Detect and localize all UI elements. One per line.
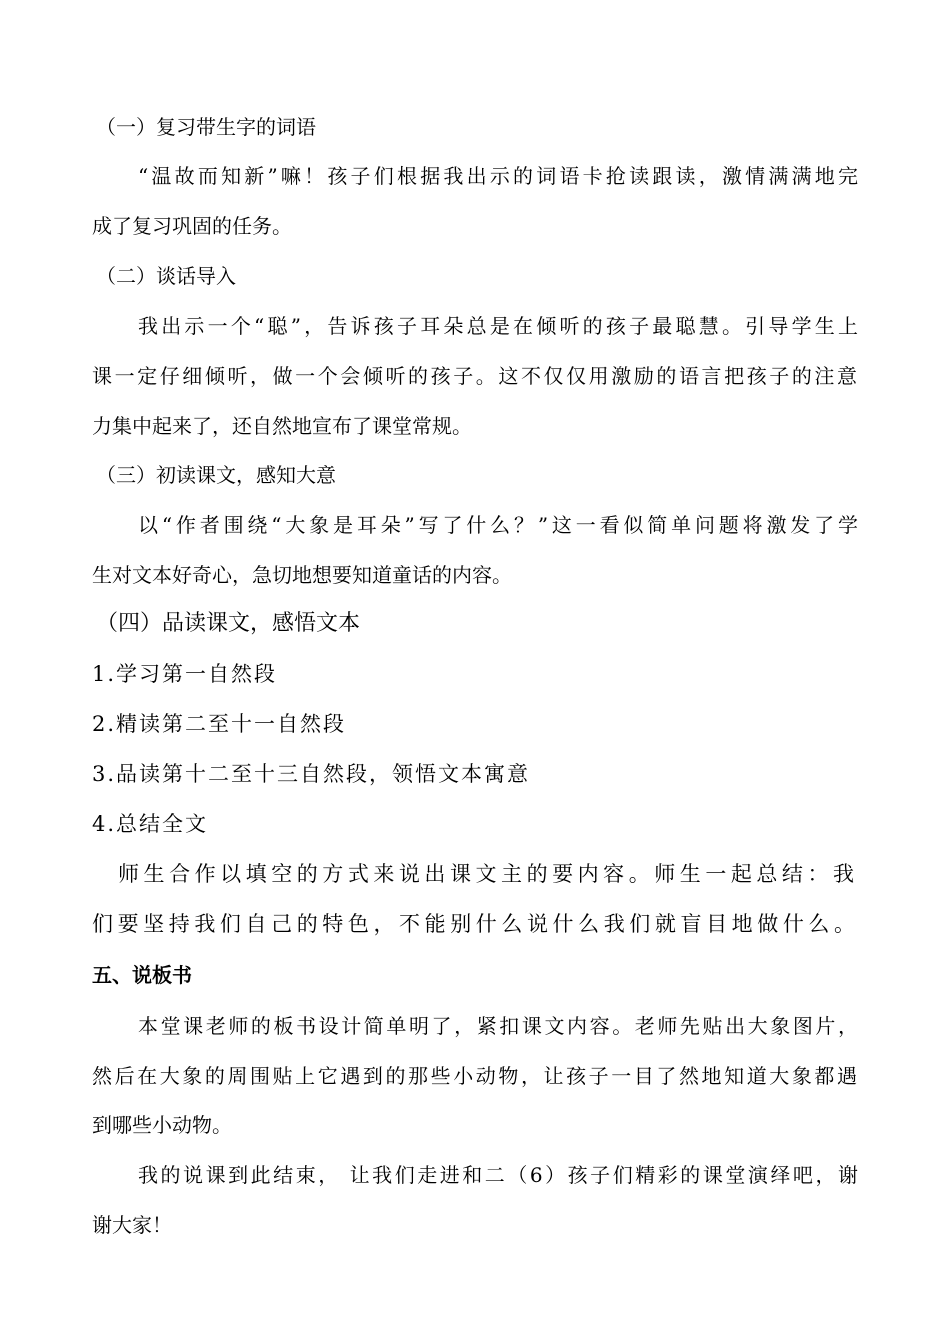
paragraph-line: 本堂课老师的板书设计简单明了，紧扣课文内容。老师先贴出大象图片， xyxy=(138,1014,858,1038)
section-heading-review: （一）复习带生字的词语 xyxy=(96,115,316,139)
paragraph-line: “温故而知新”嘛！孩子们根据我出示的词语卡抢读跟读，激情满满地完 xyxy=(138,164,858,188)
paragraph-line: 以“作者围绕“大象是耳朵”写了什么？”这一看似简单问题将激发了学 xyxy=(138,513,858,537)
paragraph-line: 师生合作以填空的方式来说出课文主的要内容。师生一起总结：我 xyxy=(118,862,856,886)
paragraph-line: 力集中起来了，还自然地宣布了课堂常规。 xyxy=(92,414,472,438)
paragraph-line: 生对文本好奇心，急切地想要知道童话的内容。 xyxy=(92,563,512,587)
closing-line: 谢大家！ xyxy=(92,1213,172,1237)
closing-line: 我的说课到此结束， 让我们走进和二（6）孩子们精彩的课堂演绎吧，谢 xyxy=(138,1163,858,1187)
paragraph-line: 课一定仔细倾听，做一个会倾听的孩子。这不仅仅用激励的语言把孩子的注意 xyxy=(92,364,857,388)
list-item: 1.学习第一自然段 xyxy=(92,662,278,686)
list-item: 3.品读第十二至十三自然段，领悟文本寓意 xyxy=(92,762,531,786)
paragraph-line: 们要坚持我们自己的特色，不能别什么说什么我们就盲目地做什么。 xyxy=(92,912,857,936)
section-heading-board-design: 五、说板书 xyxy=(92,963,192,987)
paragraph-line: 我出示一个“聪”，告诉孩子耳朵总是在倾听的孩子最聪慧。引导学生上 xyxy=(138,314,858,338)
paragraph-line: 成了复习巩固的任务。 xyxy=(92,214,292,238)
paragraph-line: 然后在大象的周围贴上它遇到的那些小动物，让孩子一目了然地知道大象都遇 xyxy=(92,1064,857,1088)
section-heading-first-reading: （三）初读课文，感知大意 xyxy=(96,463,336,487)
section-heading-close-reading: （四）品读课文，感悟文本 xyxy=(96,611,361,636)
paragraph-line: 到哪些小动物。 xyxy=(92,1113,232,1137)
list-item: 2.精读第二至十一自然段 xyxy=(92,712,347,736)
section-heading-intro: （二）谈话导入 xyxy=(96,264,236,288)
list-item: 4.总结全文 xyxy=(92,812,209,836)
